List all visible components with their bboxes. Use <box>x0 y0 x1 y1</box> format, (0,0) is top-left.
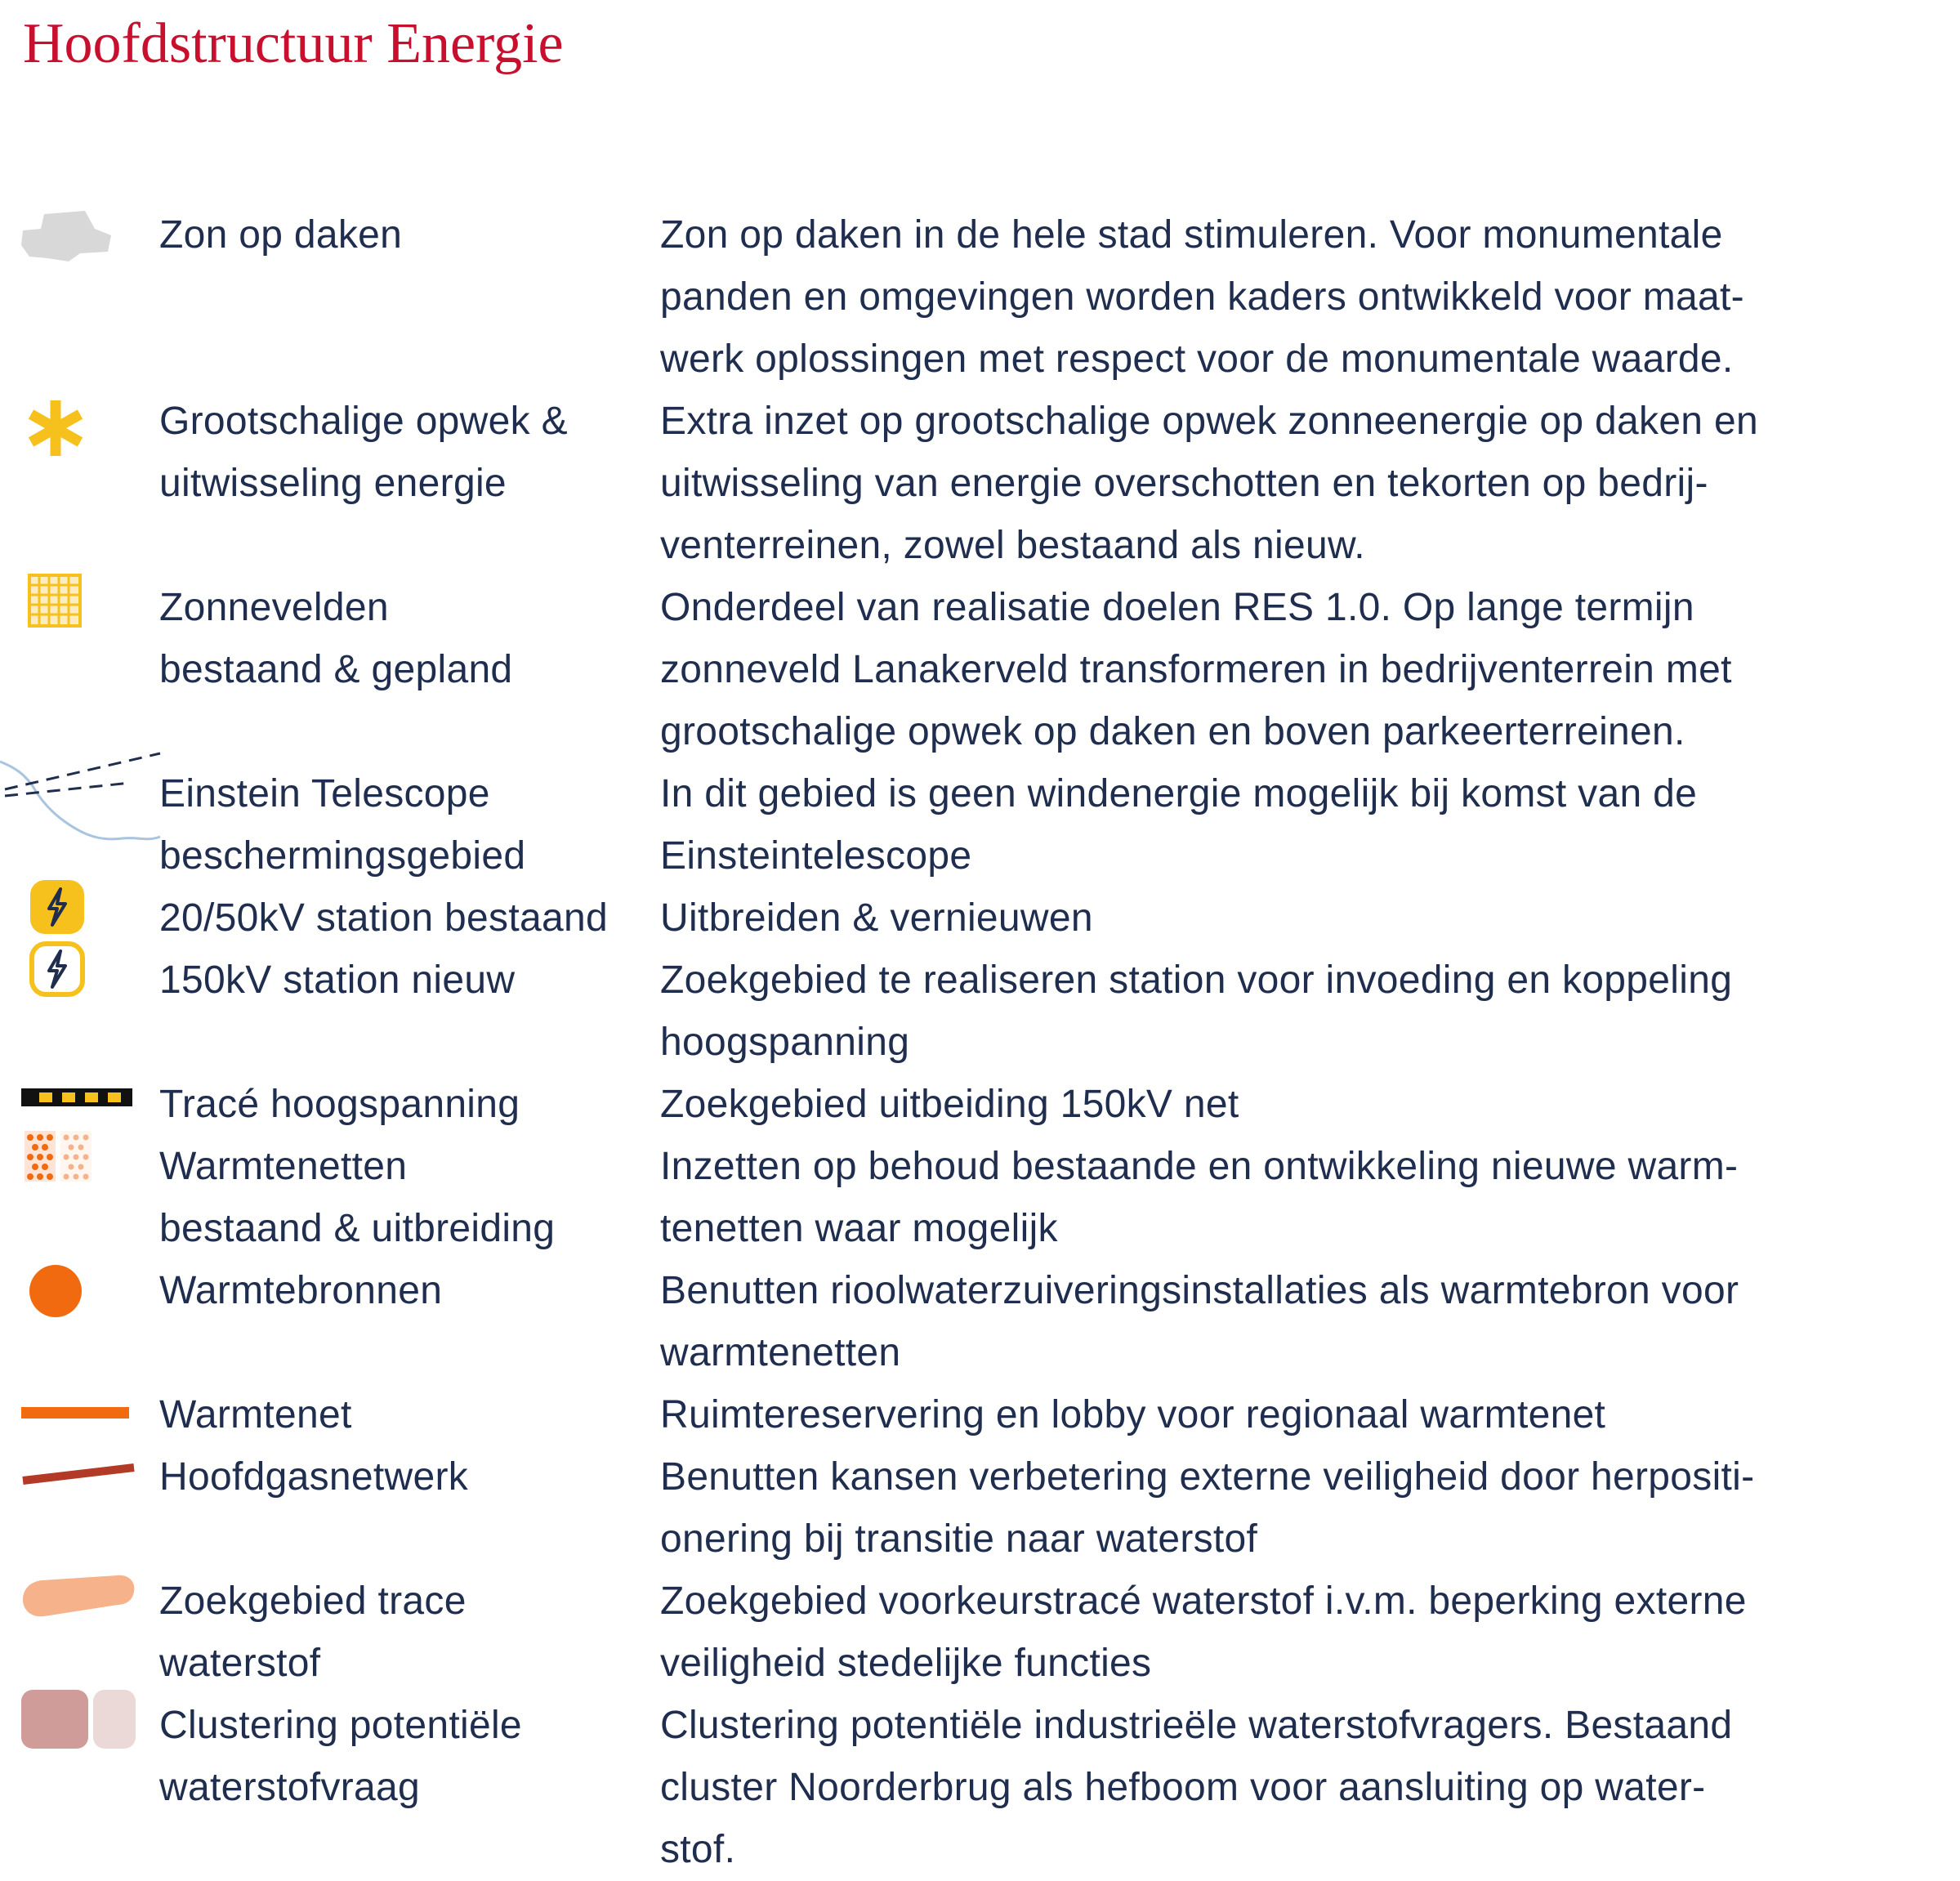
grid-icon <box>28 574 82 628</box>
dotted-pattern-icon <box>25 1131 92 1183</box>
legend-description: Zoekgebied voorkeurstracé waterstof i.v.m. beperking externe veiligheid stedelijke functies <box>660 1579 1747 1685</box>
dashed-lines-icon <box>0 747 163 878</box>
legend-label: Zon op daken <box>159 213 403 257</box>
legend-label: 150kV station nieuw <box>159 958 516 1002</box>
legend-label: Zoekgebied trace waterstof <box>159 1579 467 1685</box>
legend-description: Zoekgebied te realiseren station voor invoeding en koppeling hoogspanning <box>660 958 1733 1064</box>
orange-line-icon <box>21 1407 129 1419</box>
legend-label: Tracé hoogspanning <box>159 1083 520 1126</box>
legend-description: Onderdeel van realisatie doelen RES 1.0. Op lange termijn zonneveld Lanakerveld transformeren in bedrijventerrein met grootschalige opwek op daken en boven parkeerterreinen. <box>660 586 1732 753</box>
legend-label: Warmtebronnen <box>159 1269 443 1312</box>
orange-circle-icon <box>28 1263 83 1319</box>
legend-description: Inzetten op behoud bestaande en ontwikkeling nieuwe warm- tenetten waar mogelijk <box>660 1145 1739 1250</box>
legend-label: Hoofdgasnetwerk <box>159 1455 469 1499</box>
rose-squares-icon <box>21 1688 136 1750</box>
asterisk-icon <box>23 395 88 461</box>
legend-label: Einstein Telescope beschermingsgebied <box>159 772 526 878</box>
legend-label: 20/50kV station bestaand <box>159 896 608 940</box>
legend-label: Clustering potentiële waterstofvraag <box>159 1704 522 1809</box>
legend-description: Benutten rioolwaterzuiveringsinstallaties als warmtebron voor warmtenetten <box>660 1269 1739 1374</box>
page-title: Hoofdstructuur Energie <box>23 12 564 75</box>
roof-shape-icon <box>20 204 114 266</box>
legend-label: Zonnevelden bestaand & gepland <box>159 586 513 691</box>
legend-label: Warmtenet <box>159 1393 352 1436</box>
peach-pill-icon <box>21 1574 136 1623</box>
legend-description: Ruimtereservering en lobby voor regionaal warmtenet <box>660 1393 1606 1436</box>
legend-description: Uitbreiden & vernieuwen <box>660 896 1093 940</box>
legend-label: Grootschalige opwek & uitwisseling energie <box>159 400 568 505</box>
legend-description: Zoekgebied uitbeiding 150kV net <box>660 1083 1239 1126</box>
lightning-outline-icon <box>28 940 87 999</box>
legend-description: Clustering potentiële industrieële waterstofvragers. Bestaand cluster Noorderbrug als hefboom voor aansluiting op water- stof. <box>660 1704 1733 1871</box>
striped-line-icon <box>21 1088 132 1106</box>
red-line-icon <box>21 1454 136 1487</box>
legend-label: Warmtenetten bestaand & uitbreiding <box>159 1145 556 1250</box>
legend-description: Benutten kansen verbetering externe veiligheid door herpositi- onering bij transitie naar waterstof <box>660 1455 1755 1561</box>
legend-description: Extra inzet op grootschalige opwek zonneenergie op daken en uitwisseling van energie overschotten en tekorten op bedrij- venterreinen, zowel bestaand als nieuw. <box>660 400 1758 567</box>
legend-description: Zon op daken in de hele stad stimuleren. Voor monumentale panden en omgevingen worden kaders ontwikkeld voor maat- werk oplossingen met respect voor de monumentale waarde. <box>660 213 1744 381</box>
lightning-filled-icon <box>28 878 87 936</box>
legend-description: In dit gebied is geen windenergie mogelijk bij komst van de Einsteintelescope <box>660 772 1698 878</box>
